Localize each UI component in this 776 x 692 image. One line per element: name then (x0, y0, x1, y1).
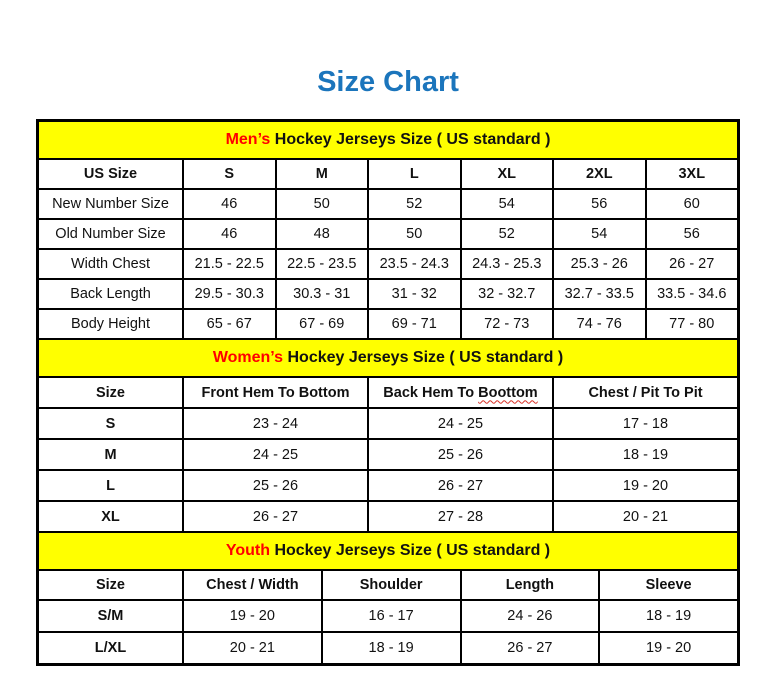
womens-title-rest: Hockey Jerseys Size ( US standard ) (283, 349, 564, 366)
col-header-shoulder: Shoulder (322, 570, 461, 600)
value-cell: 60 (646, 189, 739, 219)
table-row-youth-lxl (38, 632, 738, 664)
col-header-s: S (183, 159, 276, 189)
value-cell: 16 - 17 (322, 600, 461, 632)
value-cell: 32.7 - 33.5 (553, 279, 646, 309)
table-row-women-m (38, 439, 738, 470)
value-cell: 50 (276, 189, 369, 219)
col-header-us-size: US Size (38, 159, 183, 189)
mens-section-title (38, 121, 738, 159)
value-cell: 77 - 80 (646, 309, 739, 339)
row-label: S (38, 408, 183, 439)
value-cell: 18 - 19 (599, 600, 738, 632)
row-label: XL (38, 501, 183, 532)
row-label: Body Height (38, 309, 183, 339)
youth-section-band (38, 532, 738, 570)
row-label: New Number Size (38, 189, 183, 219)
value-cell: 23.5 - 24.3 (368, 249, 461, 279)
row-label: Width Chest (38, 249, 183, 279)
table-row-women-l (38, 470, 738, 501)
mens-title-accent: Men’s (225, 131, 271, 148)
col-header-chest-width: Chest / Width (183, 570, 322, 600)
col-header-size: Size (38, 377, 183, 408)
table-row-old-number-size (38, 219, 738, 249)
table-row-women-xl (38, 501, 738, 532)
value-cell: 69 - 71 (368, 309, 461, 339)
value-cell: 48 (276, 219, 369, 249)
back-hem-label-start: Back Hem To (383, 384, 479, 401)
value-cell: 46 (183, 219, 276, 249)
row-label: L (38, 470, 183, 501)
value-cell: 23 - 24 (183, 408, 368, 439)
back-hem-misspelled-word: Boottom (478, 384, 538, 401)
value-cell: 27 - 28 (368, 501, 553, 532)
row-label: L/XL (38, 632, 183, 664)
col-header-m: M (276, 159, 369, 189)
value-cell: 26 - 27 (183, 501, 368, 532)
womens-size-table (37, 338, 739, 533)
col-header-front-hem: Front Hem To Bottom (183, 377, 368, 408)
value-cell: 30.3 - 31 (276, 279, 369, 309)
col-header-xl: XL (461, 159, 554, 189)
table-row-back-length (38, 279, 738, 309)
table-row-new-number-size (38, 189, 738, 219)
row-label: Back Length (38, 279, 183, 309)
mens-size-table (37, 120, 739, 340)
col-header-sleeve: Sleeve (599, 570, 738, 600)
col-header-back-hem (368, 377, 553, 408)
value-cell: 72 - 73 (461, 309, 554, 339)
value-cell: 50 (368, 219, 461, 249)
value-cell: 25 - 26 (183, 470, 368, 501)
size-chart-tables (36, 119, 740, 666)
value-cell: 54 (553, 219, 646, 249)
value-cell: 46 (183, 189, 276, 219)
value-cell: 25 - 26 (368, 439, 553, 470)
value-cell: 52 (461, 219, 554, 249)
col-header-chest-pit: Chest / Pit To Pit (553, 377, 738, 408)
value-cell: 17 - 18 (553, 408, 738, 439)
col-header-l: L (368, 159, 461, 189)
table-row-youth-sm (38, 600, 738, 632)
value-cell: 19 - 20 (183, 600, 322, 632)
youth-size-table (37, 531, 739, 665)
mens-section-band (38, 121, 738, 159)
row-label: Old Number Size (38, 219, 183, 249)
table-row-body-height (38, 309, 738, 339)
value-cell: 24 - 25 (183, 439, 368, 470)
value-cell: 18 - 19 (553, 439, 738, 470)
youth-section-title (38, 532, 738, 570)
value-cell: 56 (646, 219, 739, 249)
value-cell: 24 - 26 (461, 600, 600, 632)
table-row-width-chest (38, 249, 738, 279)
youth-title-rest: Hockey Jerseys Size ( US standard ) (270, 542, 551, 559)
row-label: M (38, 439, 183, 470)
col-header-2xl: 2XL (553, 159, 646, 189)
youth-header-row (38, 570, 738, 600)
value-cell: 18 - 19 (322, 632, 461, 664)
mens-header-row (38, 159, 738, 189)
value-cell: 21.5 - 22.5 (183, 249, 276, 279)
womens-section-title (38, 339, 738, 377)
mens-title-rest: Hockey Jerseys Size ( US standard ) (270, 131, 551, 148)
youth-title-accent: Youth (225, 542, 270, 559)
value-cell: 54 (461, 189, 554, 219)
value-cell: 31 - 32 (368, 279, 461, 309)
value-cell: 67 - 69 (276, 309, 369, 339)
value-cell: 29.5 - 30.3 (183, 279, 276, 309)
value-cell: 20 - 21 (183, 632, 322, 664)
col-header-3xl: 3XL (646, 159, 739, 189)
page-title: Size Chart (317, 66, 459, 98)
value-cell: 65 - 67 (183, 309, 276, 339)
value-cell: 19 - 20 (599, 632, 738, 664)
value-cell: 74 - 76 (553, 309, 646, 339)
value-cell: 26 - 27 (368, 470, 553, 501)
value-cell: 32 - 32.7 (461, 279, 554, 309)
womens-section-band (38, 339, 738, 377)
value-cell: 19 - 20 (553, 470, 738, 501)
value-cell: 56 (553, 189, 646, 219)
row-label: S/M (38, 600, 183, 632)
col-header-size: Size (38, 570, 183, 600)
value-cell: 26 - 27 (461, 632, 600, 664)
table-row-women-s (38, 408, 738, 439)
value-cell: 52 (368, 189, 461, 219)
value-cell: 26 - 27 (646, 249, 739, 279)
value-cell: 33.5 - 34.6 (646, 279, 739, 309)
value-cell: 24.3 - 25.3 (461, 249, 554, 279)
col-header-length: Length (461, 570, 600, 600)
value-cell: 24 - 25 (368, 408, 553, 439)
value-cell: 22.5 - 23.5 (276, 249, 369, 279)
womens-header-row (38, 377, 738, 408)
womens-title-accent: Women’s (212, 349, 284, 366)
value-cell: 20 - 21 (553, 501, 738, 532)
value-cell: 25.3 - 26 (553, 249, 646, 279)
